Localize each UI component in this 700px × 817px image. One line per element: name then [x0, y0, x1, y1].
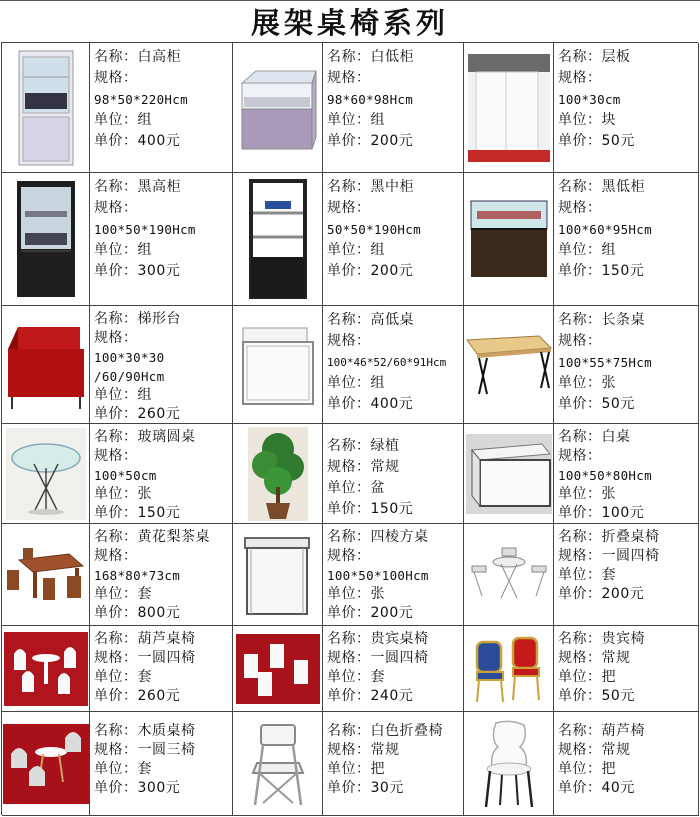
product-info-10: 名称：玻璃圆桌 规格： 100*50cm 单位：张 单价：150元 [90, 424, 233, 524]
product-unit: 张 [370, 586, 385, 602]
white-low-cabinet-icon [236, 63, 320, 153]
product-image [233, 626, 323, 712]
product-image [233, 43, 323, 173]
product-spec-continued: /60/90Hcm [94, 369, 165, 384]
product-spec: 100*50*190Hcm [94, 222, 196, 237]
product-info-2: 名称：白低柜 规格： 98*60*98Hcm 单位：组 单价：200元 [323, 43, 464, 173]
product-info-9: 名称：长条桌 规格： 100*55*75Hcm 单位：张 单价：50元 [554, 306, 699, 424]
gourd-table-chairs-icon [4, 632, 88, 706]
product-image [2, 173, 90, 306]
product-unit: 块 [601, 112, 616, 128]
product-image [233, 173, 323, 306]
product-spec: 一圆四椅 [601, 548, 660, 564]
product-price: 200元 [370, 263, 414, 279]
product-price: 260元 [137, 406, 181, 422]
product-image [2, 43, 90, 173]
product-unit: 组 [370, 375, 385, 391]
vip-chair-icon [471, 632, 547, 706]
product-name: 四棱方桌 [370, 529, 429, 545]
product-grid [1, 42, 698, 815]
product-name: 玻璃圆桌 [137, 429, 196, 445]
product-unit: 组 [601, 242, 616, 258]
product-price: 800元 [137, 605, 181, 621]
product-spec: 100*50cm [94, 468, 157, 483]
product-spec: 98*60*98Hcm [327, 92, 414, 107]
product-unit: 张 [601, 486, 616, 502]
product-unit: 套 [137, 669, 152, 685]
product-name: 葫芦椅 [601, 723, 645, 739]
vip-table-chairs-icon [236, 634, 320, 704]
page-title: 展架桌椅系列 [0, 0, 700, 42]
product-name: 贵宾桌椅 [370, 631, 429, 647]
product-spec: 一圆四椅 [370, 650, 429, 666]
product-spec: 100*46*52/60*91Hcm [327, 356, 447, 369]
product-name: 层板 [601, 49, 631, 65]
product-unit: 套 [601, 567, 616, 583]
high-low-desk-icon [237, 320, 319, 410]
product-unit: 盆 [370, 480, 385, 496]
product-spec: 常规 [370, 742, 400, 758]
product-name: 黑低柜 [601, 179, 645, 195]
rosewood-tea-table-icon [3, 540, 89, 610]
product-unit: 组 [137, 387, 152, 403]
product-price: 150元 [137, 505, 181, 521]
product-image [233, 424, 323, 524]
product-info-14: 名称：四棱方桌 规格： 100*50*100Hcm 单位：张 单价：200元 [323, 524, 464, 626]
product-spec: 100*50*80Hcm [558, 468, 652, 483]
product-unit: 把 [370, 761, 385, 777]
product-info-21: 名称：葫芦椅 规格：常规 单位：把 单价：40元 [554, 712, 699, 816]
product-spec: 常规 [601, 742, 631, 758]
product-unit: 组 [137, 112, 152, 128]
product-info-11: 名称：绿植 规格：常规 单位：盆 单价：150元 [323, 424, 464, 524]
product-info-16: 名称：葫芦桌椅 规格：一圆四椅 单位：套 单价：260元 [90, 626, 233, 712]
product-info-6: 名称：黑低柜 规格： 100*60*95Hcm 单位：组 单价：150元 [554, 173, 699, 306]
product-price: 40元 [601, 780, 635, 796]
product-unit: 张 [137, 486, 152, 502]
product-image [2, 712, 90, 816]
folding-table-chairs-icon [466, 540, 552, 610]
product-image [2, 306, 90, 424]
product-unit: 套 [137, 586, 152, 602]
product-name: 黑中柜 [370, 179, 414, 195]
product-info-12: 名称：白桌 规格： 100*50*80Hcm 单位：张 单价：100元 [554, 424, 699, 524]
product-image [464, 43, 554, 173]
black-mid-cabinet-icon [243, 177, 313, 301]
product-price: 200元 [370, 133, 414, 149]
product-name: 贵宾椅 [601, 631, 645, 647]
product-spec: 一圆四椅 [137, 650, 196, 666]
product-price: 200元 [601, 586, 645, 602]
product-spec: 常规 [370, 459, 400, 475]
product-image [464, 173, 554, 306]
product-spec: 100*30cm [558, 92, 621, 107]
product-name: 黄花梨茶桌 [137, 529, 210, 545]
product-image [2, 626, 90, 712]
product-price: 50元 [601, 688, 635, 704]
product-price: 400元 [137, 133, 181, 149]
black-low-cabinet-icon [467, 197, 551, 281]
product-price: 300元 [137, 263, 181, 279]
product-image [2, 524, 90, 626]
product-unit: 把 [601, 669, 616, 685]
product-spec: 100*60*95Hcm [558, 222, 652, 237]
product-info-17: 名称：贵宾桌椅 规格：一圆四椅 单位：套 单价：240元 [323, 626, 464, 712]
product-unit: 套 [137, 761, 152, 777]
white-tall-cabinet-icon [11, 47, 81, 169]
product-price: 100元 [601, 505, 645, 521]
product-price: 300元 [137, 780, 181, 796]
product-price: 30元 [370, 780, 404, 796]
product-spec: 168*80*73cm [94, 568, 181, 583]
product-info-1: 名称：白高柜 规格： 98*50*220Hcm 单位：组 单价：400元 [90, 43, 233, 173]
product-unit: 套 [370, 669, 385, 685]
product-info-15: 名称：折叠桌椅 规格：一圆四椅 单位：套 单价：200元 [554, 524, 699, 626]
square-table-icon [239, 530, 317, 620]
green-plant-icon [248, 427, 308, 521]
product-name: 绿植 [370, 438, 400, 454]
product-price: 260元 [137, 688, 181, 704]
product-spec: 100*30*30 [94, 350, 165, 365]
product-name: 折叠桌椅 [601, 529, 660, 545]
product-image [233, 306, 323, 424]
product-unit: 组 [137, 242, 152, 258]
product-spec: 常规 [601, 650, 631, 666]
product-price: 50元 [601, 396, 635, 412]
product-info-20: 名称：白色折叠椅 规格：常规 单位：把 单价：30元 [323, 712, 464, 816]
product-spec: 100*55*75Hcm [558, 355, 652, 370]
product-price: 240元 [370, 688, 414, 704]
black-tall-cabinet-icon [11, 177, 81, 301]
product-name: 木质桌椅 [137, 723, 196, 739]
product-unit: 张 [601, 375, 616, 391]
product-spec: 50*50*190Hcm [327, 222, 421, 237]
long-table-icon [465, 330, 553, 400]
gourd-chair-icon [474, 717, 544, 811]
product-price: 150元 [601, 263, 645, 279]
product-name: 白桌 [601, 429, 631, 445]
product-image [464, 712, 554, 816]
product-unit: 把 [601, 761, 616, 777]
wooden-table-chairs-icon [3, 724, 89, 804]
product-price: 50元 [601, 133, 635, 149]
shelf-board-icon [466, 50, 552, 166]
product-name: 白低柜 [370, 49, 414, 65]
product-name: 梯形台 [137, 311, 181, 327]
product-info-13: 名称：黄花梨茶桌 规格： 168*80*73cm 单位：套 单价：800元 [90, 524, 233, 626]
product-unit: 组 [370, 242, 385, 258]
product-image [233, 524, 323, 626]
product-info-19: 名称：木质桌椅 规格：一圆三椅 单位：套 单价：300元 [90, 712, 233, 816]
product-info-18: 名称：贵宾椅 规格：常规 单位：把 单价：50元 [554, 626, 699, 712]
product-name: 高低桌 [370, 312, 414, 328]
tiered-platform-icon [4, 317, 88, 413]
product-image [464, 306, 554, 424]
product-info-5: 名称：黑中柜 规格： 50*50*190Hcm 单位：组 单价：200元 [323, 173, 464, 306]
product-name: 黑高柜 [137, 179, 181, 195]
product-price: 200元 [370, 605, 414, 621]
product-image [233, 712, 323, 816]
white-desk-icon [466, 434, 552, 514]
product-info-7: 名称：梯形台 规格： 100*30*30 /60/90Hcm 单位：组 单价：260元 [90, 306, 233, 424]
product-spec: 一圆三椅 [137, 742, 196, 758]
product-spec: 100*50*100Hcm [327, 568, 429, 583]
glass-round-table-icon [6, 428, 86, 520]
product-image [464, 424, 554, 524]
product-price: 150元 [370, 501, 414, 517]
product-spec: 98*50*220Hcm [94, 92, 188, 107]
product-image [2, 424, 90, 524]
product-name: 白高柜 [137, 49, 181, 65]
product-name: 葫芦桌椅 [137, 631, 196, 647]
product-unit: 组 [370, 112, 385, 128]
product-info-4: 名称：黑高柜 规格： 100*50*190Hcm 单位：组 单价：300元 [90, 173, 233, 306]
product-name: 长条桌 [601, 312, 645, 328]
product-info-8: 名称：高低桌 规格： 100*46*52/60*91Hcm 单位：组 单价：400元 [323, 306, 464, 424]
product-name: 白色折叠椅 [370, 723, 443, 739]
product-price: 400元 [370, 396, 414, 412]
product-image [464, 524, 554, 626]
product-image [464, 626, 554, 712]
product-info-3: 名称：层板 规格： 100*30cm 单位：块 单价：50元 [554, 43, 699, 173]
white-folding-chair-icon [247, 719, 309, 809]
